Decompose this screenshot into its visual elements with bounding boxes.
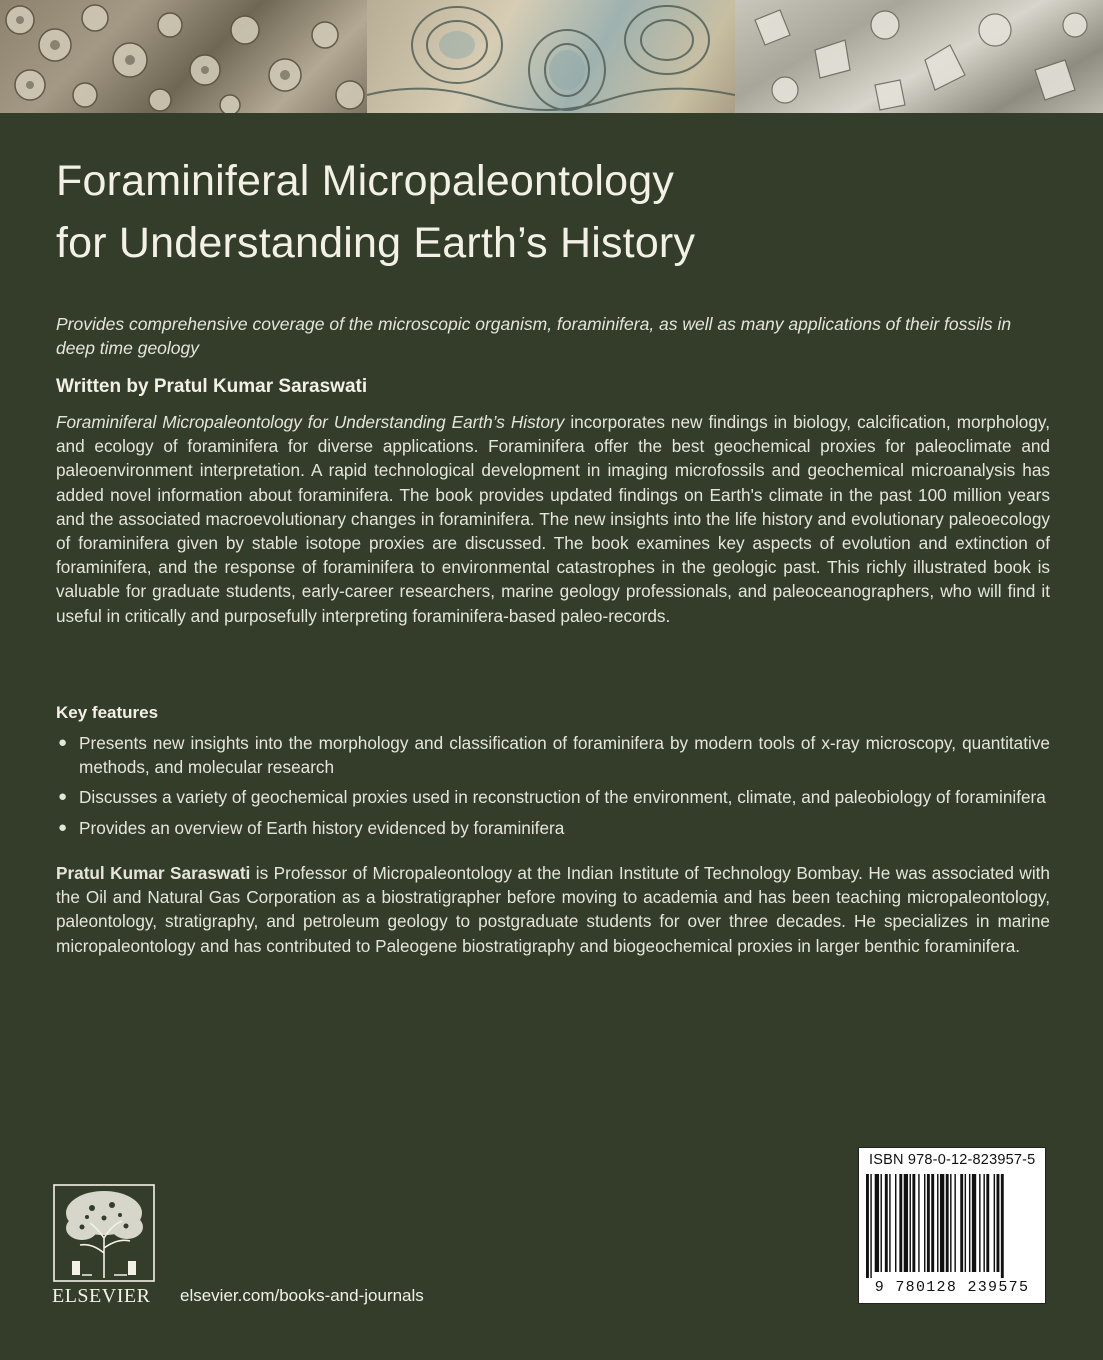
foraminifera-photo-left — [0, 0, 367, 113]
author-bio-text: is Professor of Micropaleontology at the Indian Institute of Technology Bombay. He was associated with the Oil and Natural Gas Corporation as a biostratigrapher before moving to academia and has been teaching micropaleontology, paleontology, stratigraphy, and petroleum geology to postgraduate students for over three decades. He specializes in marine micropaleontology and has contributed to Paleogene biostratigraphy and biogeochemical proxies in larger benthic foraminifera. — [56, 863, 1050, 956]
barcode-bars — [866, 1174, 1038, 1278]
bullet-icon: ● — [58, 734, 68, 751]
foraminifera-photo-center — [367, 0, 735, 113]
book-title — [56, 150, 1056, 274]
book-tagline: Provides comprehensive coverage of the microscopic organism, foraminifera, as well as many applications of their fossils in deep time geology — [56, 314, 1012, 358]
bullet-icon: ● — [58, 818, 68, 836]
description-text: incorporates new findings in biology, calcification, morphology, and ecology of foraminifera for diverse applications. Foraminifera offer the best geochemical proxies for paleoclimate and paleoenvironment interpretation. A rapid technological development in imaging microfossils and geochemical microanalysis has added novel information about foraminifera. The book provides updated findings on Earth's climate in the past 100 million years and the associated macroevolutionary changes in foraminifera. The new insights into the life history and evolutionary paleoecology of foraminifera given by stable isotope proxies are discussed. The book examines key aspects of evolution and extinction of foraminifera, and the response of foraminifera to environmental catastrophes in the geologic past. This richly illustrated book is valuable for graduate students, early-career researchers, marine geology professionals, and paleoceanographers, who will find it useful in critically and purposefully interpreting foraminifera-based paleo-records. — [56, 412, 1050, 626]
author-bio-name: Pratul Kumar Saraswati — [56, 863, 251, 883]
book-title-line-1: Foraminiferal Micropaleontology — [56, 157, 675, 205]
key-feature-text: Presents new insights into the morphology and classification of foraminifera by modern tools of x-ray microscopy, quantitative methods, and molecular research — [79, 733, 1050, 778]
cover-photo-strip — [0, 0, 1103, 113]
bullet-icon: ● — [58, 788, 68, 806]
author-line: Written by Pratul Kumar Saraswati — [56, 376, 368, 397]
isbn-label: ISBN 978-0-12-823957-5 — [869, 1152, 1036, 1168]
book-title-line-2: for Understanding Earth’s History — [56, 219, 696, 267]
key-features-heading: Key features — [56, 703, 159, 722]
publisher-website-link[interactable]: elsevier.com/books-and-journals — [180, 1286, 424, 1305]
book-description — [56, 410, 1050, 628]
isbn-barcode — [858, 1147, 1046, 1304]
key-feature-item — [56, 785, 1050, 809]
key-feature-text: Provides an overview of Earth history evidenced by foraminifera — [79, 817, 565, 838]
key-feature-item — [56, 816, 1050, 840]
foraminifera-photo-right — [735, 0, 1103, 113]
author-bio — [56, 861, 1050, 958]
key-feature-text: Discusses a variety of geochemical proxies used in reconstruction of the environment, climate, and paleobiology of foraminifera — [79, 787, 1046, 808]
barcode-digits: 9 780128 239575 — [874, 1279, 1030, 1296]
key-features-list — [56, 731, 1050, 846]
description-book-title: Foraminiferal Micropaleontology for Understanding Earth’s History — [56, 412, 565, 432]
key-feature-item — [56, 731, 1050, 779]
publisher-name: ELSEVIER — [52, 1285, 151, 1307]
